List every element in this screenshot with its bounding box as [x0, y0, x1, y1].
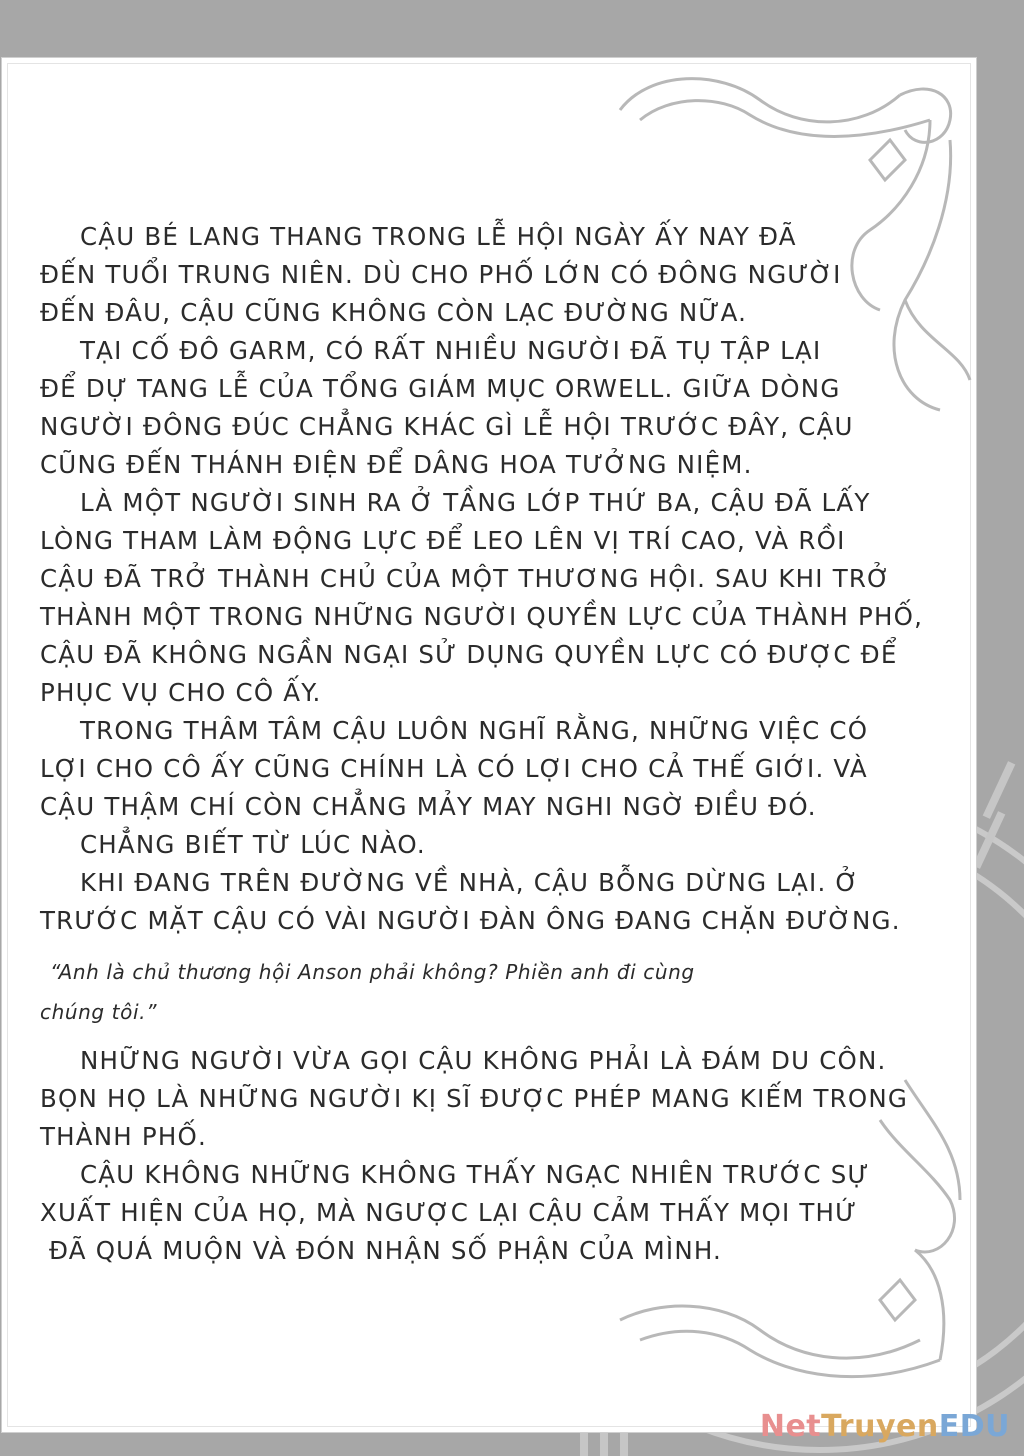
site-watermark: [760, 1409, 1010, 1444]
text-line: CẬU ĐÃ TRỞ THÀNH CHỦ CỦA MỘT THƯƠNG HỘI. SAU KHI TRỞ: [40, 564, 891, 593]
dialogue-quote: [40, 952, 900, 1032]
text-line: CẬU KHÔNG NHỮNG KHÔNG THẤY NGẠC NHIÊN TRƯỚC SỰ: [80, 1160, 870, 1189]
text-line: KHI ĐANG TRÊN ĐƯỜNG VỀ NHÀ, CẬU BỖNG DỪNG LẠI. Ở: [80, 868, 860, 897]
text-line: TRƯỚC MẶT CẬU CÓ VÀI NGƯỜI ĐÀN ÔNG ĐANG CHẶN ĐƯỜNG.: [40, 906, 901, 935]
watermark-part: Truyen: [821, 1409, 939, 1444]
text-line: CẬU ĐÃ KHÔNG NGẦN NGẠI SỬ DỤNG QUYỀN LỰC CÓ ĐƯỢC ĐỂ: [40, 640, 898, 669]
text-line: PHỤC VỤ CHO CÔ ẤY.: [40, 678, 322, 707]
text-line: CẬU THẬM CHÍ CÒN CHẲNG MẢY MAY NGHI NGỜ ĐIỀU ĐÓ.: [40, 792, 817, 821]
story-text: [40, 218, 924, 1270]
text-line: ĐẾN ĐÂU, CẬU CŨNG KHÔNG CÒN LẠC ĐƯỜNG NỮA.: [40, 298, 748, 327]
text-line: CŨNG ĐẾN THÁNH ĐIỆN ĐỂ DÂNG HOA TƯỞNG NIỆM.: [40, 450, 753, 479]
text-line: LÒNG THAM LÀM ĐỘNG LỰC ĐỂ LEO LÊN VỊ TRÍ CAO, VÀ RỒI: [40, 526, 846, 555]
text-line: TẠI CỐ ĐÔ GARM, CÓ RẤT NHIỀU NGƯỜI ĐÃ TỤ TẬP LẠI: [80, 336, 822, 365]
watermark-part: EDU: [938, 1409, 1010, 1444]
text-line: THÀNH MỘT TRONG NHỮNG NGƯỜI QUYỀN LỰC CỦA THÀNH PHỐ,: [40, 602, 924, 631]
text-line: BỌN HỌ LÀ NHỮNG NGƯỜI KỊ SĨ ĐƯỢC PHÉP MANG KIẾM TRONG: [40, 1084, 909, 1113]
text-line: NHỮNG NGƯỜI VỪA GỌI CẬU KHÔNG PHẢI LÀ ĐÁM DU CÔN.: [80, 1046, 887, 1075]
text-line: NGƯỜI ĐÔNG ĐÚC CHẲNG KHÁC GÌ LỄ HỘI TRƯỚC ĐÂY, CẬU: [40, 412, 854, 441]
text-line: THÀNH PHỐ.: [40, 1122, 207, 1151]
quote-line: chúng tôi.”: [40, 1000, 158, 1024]
text-line: TRONG THÂM TÂM CẬU LUÔN NGHĨ RẰNG, NHỮNG VIỆC CÓ: [80, 716, 869, 745]
quote-line: “Anh là chủ thương hội Anson phải không? Phiền anh đi cùng: [50, 960, 695, 984]
text-line: CHẲNG BIẾT TỪ LÚC NÀO.: [80, 830, 426, 859]
watermark-part: Net: [759, 1409, 822, 1444]
text-line: XUẤT HIỆN CỦA HỌ, MÀ NGƯỢC LẠI CẬU CẢM THẤY MỌI THỨ: [40, 1198, 858, 1227]
text-line: ĐẾN TUỔI TRUNG NIÊN. DÙ CHO PHỐ LỚN CÓ ĐÔNG NGƯỜI: [40, 260, 842, 289]
text-line: ĐỂ DỰ TANG LỄ CỦA TỔNG GIÁM MỤC ORWELL. GIỮA DÒNG: [40, 374, 841, 403]
text-line: LÀ MỘT NGƯỜI SINH RA Ở TẦNG LỚP THỨ BA, CẬU ĐÃ LẤY: [80, 488, 871, 517]
text-line: ĐÃ QUÁ MUỘN VÀ ĐÓN NHẬN SỐ PHẬN CỦA MÌNH.: [40, 1236, 723, 1265]
text-line: LỢI CHO CÔ ẤY CŨNG CHÍNH LÀ CÓ LỢI CHO CẢ THẾ GIỚI. VÀ: [40, 754, 868, 783]
text-line: CẬU BÉ LANG THANG TRONG LỄ HỘI NGÀY ẤY NAY ĐÃ: [80, 222, 797, 251]
